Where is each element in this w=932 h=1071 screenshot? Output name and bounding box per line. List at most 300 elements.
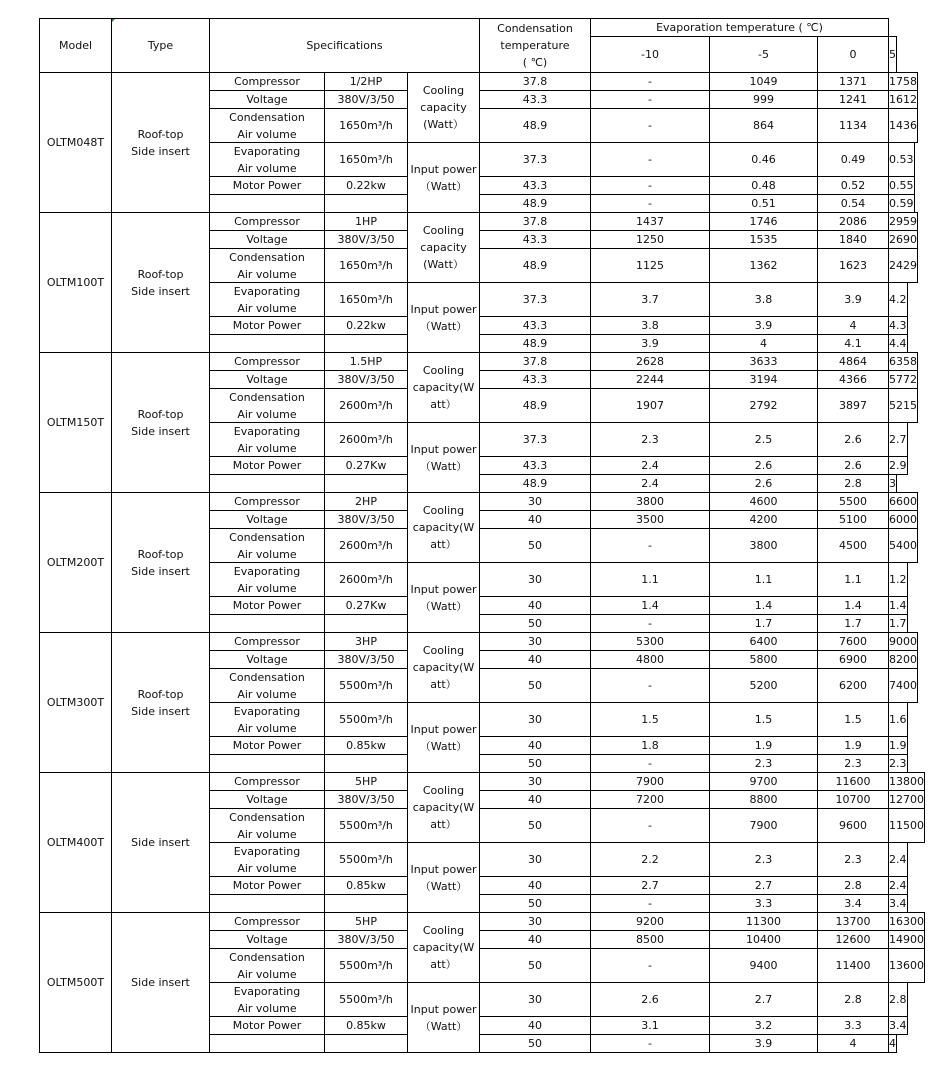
cooling-value: 5300 [590,632,710,651]
power-value: 3.3 [817,1016,889,1035]
power-value: 1.7 [709,614,818,633]
spec-label-empty [209,474,325,493]
power-value: 2.3 [817,842,889,877]
spec-label: Voltage [209,90,325,109]
cooling-value: 9600 [817,808,889,843]
cooling-value: 1241 [817,90,889,109]
spec-value: 380V/3/50 [324,930,408,949]
power-value: 2.4 [590,474,710,493]
spec-label: Motor Power [209,736,325,755]
spec-value: 5HP [324,772,408,791]
power-value: 2.7 [709,876,818,895]
cooling-value: 3500 [590,510,710,529]
cooling-condensation-temp: 40 [479,930,591,949]
power-value: 2.6 [590,982,710,1017]
input-power-label: Input power （Watt） [407,422,480,493]
spec-value: 1/2HP [324,72,408,91]
spec-label: Voltage [209,650,325,669]
power-value: 1.4 [590,596,710,615]
spec-value: 0.85kw [324,1016,408,1035]
header-evap-column: -5 [709,36,818,73]
power-value: 1.1 [709,562,818,597]
spec-value: 380V/3/50 [324,510,408,529]
power-value: 2.3 [590,422,710,457]
cooling-value: 999 [709,90,818,109]
power-value: 1.2 [888,562,908,597]
power-value: 1.7 [888,614,908,633]
spec-table [39,18,924,1053]
cooling-condensation-temp: 48.9 [479,248,591,283]
model-type: Roof-top Side insert [111,352,210,493]
power-value: 4 [817,316,889,335]
cooling-value: 4200 [709,510,818,529]
power-value: - [590,176,710,195]
cooling-value: 3897 [817,388,889,423]
spec-value: 5500m³/h [324,948,408,983]
spec-value: 2HP [324,492,408,511]
power-value: 1.8 [590,736,710,755]
spec-label: Compressor [209,212,325,231]
power-condensation-temp: 40 [479,736,591,755]
spec-label-empty [209,754,325,773]
spec-value-empty [324,194,408,213]
spec-label: Voltage [209,370,325,389]
model-type: Roof-top Side insert [111,492,210,633]
cooling-condensation-temp: 43.3 [479,230,591,249]
cooling-condensation-temp: 30 [479,632,591,651]
spec-value: 0.22kw [324,316,408,335]
spec-value: 380V/3/50 [324,230,408,249]
power-value: 0.54 [817,194,889,213]
spec-value: 0.85kw [324,876,408,895]
spec-value: 380V/3/50 [324,650,408,669]
spec-label: Voltage [209,230,325,249]
spec-value: 0.22kw [324,176,408,195]
cooling-value: 1371 [817,72,889,91]
power-condensation-temp: 43.3 [479,316,591,335]
spec-value-empty [324,754,408,773]
cooling-condensation-temp: 50 [479,528,591,563]
cooling-value: - [590,668,710,703]
power-condensation-temp: 30 [479,562,591,597]
power-value: - [590,614,710,633]
cooling-value: 2244 [590,370,710,389]
power-value: 3.2 [709,1016,818,1035]
spec-label: Motor Power [209,456,325,475]
cooling-capacity-label: Cooling capacity (Watt） [407,72,480,143]
power-value: 3.8 [709,282,818,317]
cooling-value: 4366 [817,370,889,389]
power-condensation-temp: 37.3 [479,142,591,177]
power-value: 2.4 [888,876,908,895]
cooling-capacity-label: Cooling capacity(W att） [407,912,480,983]
cooling-value: 1049 [709,72,818,91]
cooling-value: 1758 [888,72,918,91]
spec-value: 380V/3/50 [324,370,408,389]
spec-label: Condensation Air volume [209,528,325,563]
spec-label: Compressor [209,492,325,511]
spec-label: Evaporating Air volume [209,982,325,1017]
spec-value: 5500m³/h [324,668,408,703]
power-value: 2.3 [709,842,818,877]
input-power-label: Input power （Watt） [407,562,480,633]
header-condensation-temperature: Condensation temperature ( ℃) [479,18,591,73]
spec-label-empty [209,334,325,353]
power-value: 3.4 [888,1016,908,1035]
cooling-value: 16300 [888,912,925,931]
spec-value: 380V/3/50 [324,90,408,109]
cooling-value: 2792 [709,388,818,423]
spec-label: Evaporating Air volume [209,562,325,597]
input-power-label: Input power （Watt） [407,982,480,1053]
model-name: OLTM300T [39,632,112,773]
input-power-label: Input power （Watt） [407,842,480,913]
spec-label: Condensation Air volume [209,108,325,143]
cooling-value: 1437 [590,212,710,231]
spec-value: 1HP [324,212,408,231]
power-value: 3 [888,474,897,493]
model-type: Roof-top Side insert [111,632,210,773]
cooling-value: 4500 [817,528,889,563]
cooling-value: - [590,808,710,843]
header-evap-column: 0 [817,36,889,73]
cooling-value: - [590,72,710,91]
spec-label-empty [209,194,325,213]
cooling-value: 13600 [888,948,925,983]
input-power-label: Input power （Watt） [407,282,480,353]
header-evaporation-temperature: Evaporation temperature ( ℃) [590,18,889,37]
spec-label: Condensation Air volume [209,948,325,983]
cooling-condensation-temp: 40 [479,790,591,809]
cooling-value: 2628 [590,352,710,371]
power-value: 0.53 [888,142,915,177]
spec-label-empty [209,1034,325,1053]
cooling-value: 5200 [709,668,818,703]
cooling-value: - [590,948,710,983]
cooling-value: 10700 [817,790,889,809]
power-value: 2.8 [817,982,889,1017]
cooling-value: 1746 [709,212,818,231]
cooling-condensation-temp: 50 [479,668,591,703]
power-value: 1.6 [888,702,908,737]
spec-label: Evaporating Air volume [209,842,325,877]
spec-value: 5500m³/h [324,702,408,737]
power-value: 0.55 [888,176,915,195]
spec-value: 0.27Kw [324,596,408,615]
power-value: 3.9 [709,316,818,335]
cooling-value: 13700 [817,912,889,931]
power-condensation-temp: 43.3 [479,456,591,475]
cooling-value: 2429 [888,248,918,283]
cooling-value: 6000 [888,510,918,529]
model-name: OLTM200T [39,492,112,633]
power-value: 2.7 [888,422,908,457]
power-value: 4 [817,1034,889,1053]
spec-value: 5HP [324,912,408,931]
cooling-value: 864 [709,108,818,143]
power-value: 1.7 [817,614,889,633]
power-condensation-temp: 48.9 [479,334,591,353]
power-value: 2.6 [709,456,818,475]
cooling-value: 9000 [888,632,918,651]
cooling-value: 12600 [817,930,889,949]
model-type: Side insert [111,772,210,913]
cooling-value: 8200 [888,650,918,669]
power-value: 4 [709,334,818,353]
spec-value: 1650m³/h [324,108,408,143]
power-condensation-temp: 50 [479,754,591,773]
spec-label: Evaporating Air volume [209,282,325,317]
power-value: 1.9 [817,736,889,755]
cooling-value: - [590,108,710,143]
spec-value: 2600m³/h [324,388,408,423]
power-condensation-temp: 30 [479,842,591,877]
cooling-value: 6400 [709,632,818,651]
power-value: 4 [888,1034,897,1053]
spec-label: Evaporating Air volume [209,422,325,457]
power-value: 0.52 [817,176,889,195]
power-value: 2.7 [709,982,818,1017]
model-name: OLTM500T [39,912,112,1053]
spec-label: Motor Power [209,176,325,195]
spec-value: 1650m³/h [324,248,408,283]
power-value: 3.7 [590,282,710,317]
cooling-value: 10400 [709,930,818,949]
power-value: - [590,894,710,913]
power-value: 3.8 [590,316,710,335]
cooling-value: 9700 [709,772,818,791]
power-value: 4.1 [817,334,889,353]
power-condensation-temp: 37.3 [479,282,591,317]
header-specifications: Specifications [209,18,480,73]
cooling-value: 1535 [709,230,818,249]
spec-label-empty [209,614,325,633]
cooling-condensation-temp: 40 [479,650,591,669]
cooling-value: 11400 [817,948,889,983]
cooling-value: 1612 [888,90,918,109]
cooling-value: 6600 [888,492,918,511]
power-value: 2.6 [817,456,889,475]
power-value: 0.51 [709,194,818,213]
header-evap-column: -10 [590,36,710,73]
cooling-condensation-temp: 30 [479,492,591,511]
cooling-value: 5800 [709,650,818,669]
power-value: 2.4 [590,456,710,475]
power-condensation-temp: 40 [479,876,591,895]
cooling-condensation-temp: 48.9 [479,388,591,423]
cooling-value: 6358 [888,352,918,371]
cooling-value: - [590,528,710,563]
spec-value-empty [324,894,408,913]
spec-label: Compressor [209,772,325,791]
cooling-value: 1623 [817,248,889,283]
cooling-value: 13800 [888,772,925,791]
power-value: 2.3 [817,754,889,773]
cooling-value: 2690 [888,230,918,249]
spec-value: 5500m³/h [324,842,408,877]
cooling-value: 11600 [817,772,889,791]
spec-value: 1.5HP [324,352,408,371]
cooling-condensation-temp: 30 [479,912,591,931]
power-value: 2.5 [709,422,818,457]
spec-label: Compressor [209,632,325,651]
spec-value: 2600m³/h [324,562,408,597]
power-condensation-temp: 30 [479,702,591,737]
power-value: 0.46 [709,142,818,177]
cooling-value: 12700 [888,790,925,809]
power-condensation-temp: 48.9 [479,194,591,213]
power-value: 2.6 [817,422,889,457]
spec-label: Evaporating Air volume [209,142,325,177]
power-value: 2.7 [590,876,710,895]
spec-label: Compressor [209,72,325,91]
cooling-value: 9200 [590,912,710,931]
power-condensation-temp: 50 [479,894,591,913]
power-value: 2.8 [817,876,889,895]
cooling-value: 5400 [888,528,918,563]
cooling-condensation-temp: 37.8 [479,352,591,371]
cooling-value: 3194 [709,370,818,389]
spec-label: Condensation Air volume [209,388,325,423]
power-value: 4.2 [888,282,908,317]
cooling-condensation-temp: 50 [479,808,591,843]
power-value: 3.3 [709,894,818,913]
spec-label-empty [209,894,325,913]
spec-value: 5500m³/h [324,982,408,1017]
cooling-value: 2086 [817,212,889,231]
cooling-condensation-temp: 37.8 [479,72,591,91]
cooling-condensation-temp: 50 [479,948,591,983]
power-condensation-temp: 48.9 [479,474,591,493]
cooling-value: 5215 [888,388,918,423]
input-power-label: Input power （Watt） [407,142,480,213]
power-value: 2.3 [709,754,818,773]
cooling-value: 7900 [709,808,818,843]
spec-label: Voltage [209,510,325,529]
cooling-capacity-label: Cooling capacity(W att） [407,352,480,423]
cooling-value: - [590,90,710,109]
cooling-value: 14900 [888,930,925,949]
power-value: 1.1 [590,562,710,597]
model-name: OLTM150T [39,352,112,493]
model-name: OLTM400T [39,772,112,913]
cooling-condensation-temp: 48.9 [479,108,591,143]
cooling-value: 3800 [590,492,710,511]
power-value: 1.4 [817,596,889,615]
cooling-condensation-temp: 37.8 [479,212,591,231]
cooling-value: 1125 [590,248,710,283]
power-value: 1.1 [817,562,889,597]
spec-label: Compressor [209,912,325,931]
cooling-condensation-temp: 40 [479,510,591,529]
power-value: 1.5 [709,702,818,737]
spec-label: Condensation Air volume [209,248,325,283]
spec-label: Compressor [209,352,325,371]
spec-value-empty [324,334,408,353]
power-condensation-temp: 40 [479,596,591,615]
power-value: - [590,754,710,773]
spec-value: 1650m³/h [324,142,408,177]
power-condensation-temp: 40 [479,1016,591,1035]
cooling-capacity-label: Cooling capacity(W att） [407,772,480,843]
input-power-label: Input power （Watt） [407,702,480,773]
cooling-value: 7400 [888,668,918,703]
cooling-value: 6900 [817,650,889,669]
cooling-value: 5772 [888,370,918,389]
cooling-condensation-temp: 30 [479,772,591,791]
power-value: 4.3 [888,316,908,335]
power-value: 4.4 [888,334,908,353]
model-type: Roof-top Side insert [111,72,210,213]
cooling-condensation-temp: 43.3 [479,90,591,109]
power-value: 2.4 [888,842,908,877]
model-type: Roof-top Side insert [111,212,210,353]
spec-value: 2600m³/h [324,422,408,457]
header-model: Model [39,18,112,73]
cooling-value: 1250 [590,230,710,249]
cooling-value: 1436 [888,108,918,143]
cooling-value: 8800 [709,790,818,809]
cooling-value: 2959 [888,212,918,231]
cooling-capacity-label: Cooling capacity (Watt） [407,212,480,283]
spec-label: Condensation Air volume [209,668,325,703]
power-value: 3.4 [817,894,889,913]
spec-label: Motor Power [209,316,325,335]
spec-value-empty [324,474,408,493]
cooling-value: 7600 [817,632,889,651]
cooling-value: 4800 [590,650,710,669]
power-value: 1.5 [817,702,889,737]
spec-label: Condensation Air volume [209,808,325,843]
power-value: 0.48 [709,176,818,195]
model-name: OLTM100T [39,212,112,353]
model-type: Side insert [111,912,210,1053]
power-condensation-temp: 30 [479,982,591,1017]
spec-value: 380V/3/50 [324,790,408,809]
cooling-value: 5500 [817,492,889,511]
power-value: 1.4 [709,596,818,615]
power-value: 2.8 [817,474,889,493]
cooling-condensation-temp: 43.3 [479,370,591,389]
spec-value: 0.85kw [324,736,408,755]
cooling-value: 7900 [590,772,710,791]
power-value: 3.9 [590,334,710,353]
power-condensation-temp: 43.3 [479,176,591,195]
cooling-value: 11300 [709,912,818,931]
spec-label: Motor Power [209,1016,325,1035]
spec-label: Evaporating Air volume [209,702,325,737]
spec-value: 3HP [324,632,408,651]
power-value: 3.9 [709,1034,818,1053]
power-value: 3.1 [590,1016,710,1035]
power-condensation-temp: 50 [479,614,591,633]
cooling-capacity-label: Cooling capacity(W att） [407,492,480,563]
cooling-value: 9400 [709,948,818,983]
power-value: 1.9 [709,736,818,755]
power-value: 2.3 [888,754,908,773]
header-evap-column: 5 [888,36,897,73]
power-value: 2.9 [888,456,908,475]
power-value: 3.4 [888,894,908,913]
spec-value: 1650m³/h [324,282,408,317]
cooling-value: 3800 [709,528,818,563]
power-value: - [590,1034,710,1053]
spec-label: Voltage [209,790,325,809]
spec-label: Motor Power [209,596,325,615]
power-value: 3.9 [817,282,889,317]
spec-value: 2600m³/h [324,528,408,563]
header-type: Type [111,18,210,73]
